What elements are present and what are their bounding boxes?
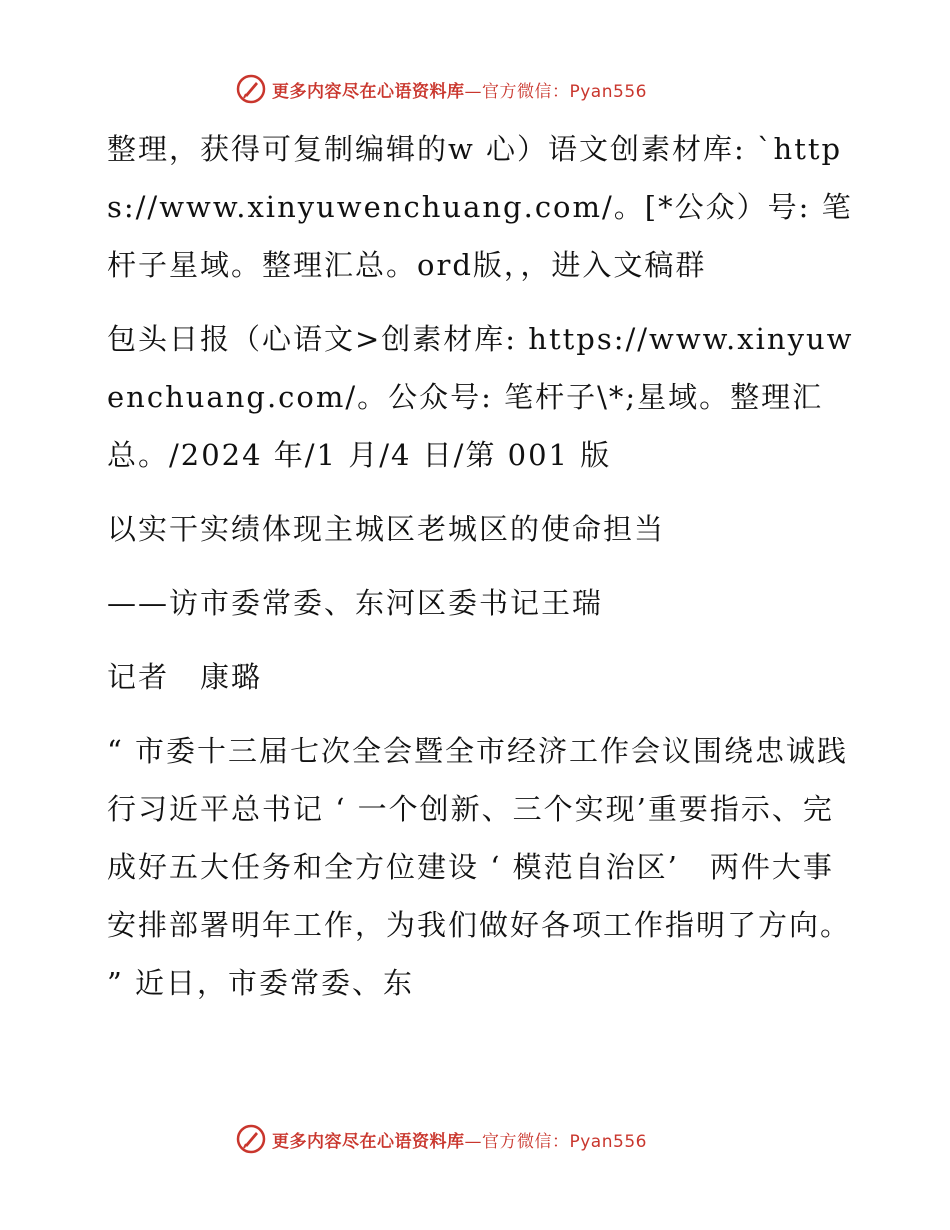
banner-title: 更多内容尽在心语资料库	[272, 81, 465, 102]
banner-separator: —	[464, 1131, 482, 1152]
header-banner	[236, 72, 647, 106]
banner-wechat-id: Pyan556	[569, 81, 647, 102]
banner-text	[272, 77, 647, 102]
intro-paragraph: 整理，获得可复制编辑的w 心）语文创素材库: `https://www.xinyuwenchuang.com/。[*公众）号: 笔杆子星域。整理汇总。ord版，，进入文稿群	[107, 132, 853, 282]
banner-wechat-id: Pyan556	[569, 1131, 647, 1152]
banner-separator: —	[464, 81, 482, 102]
banner-text	[272, 1127, 647, 1152]
footer-banner	[236, 1122, 647, 1156]
article-body-paragraph: “ 市委十三届七次全会暨全市经济工作会议围绕忠诚践行习近平总书记 ‘ 一个创新、三个实现’重要指示、完成好五大任务和全方位建设 ‘ 模范自治区’ 两件大事安排部署明年工作，为我们做好各项工作指明了方向。 ” 近日，市委常委、东	[107, 734, 852, 1000]
quill-logo-icon	[236, 1124, 266, 1154]
banner-title: 更多内容尽在心语资料库	[272, 1131, 465, 1152]
banner-wechat-label: 官方微信：	[482, 81, 570, 102]
banner-wechat-label: 官方微信：	[482, 1131, 570, 1152]
article-byline: 记者 康璐	[107, 660, 263, 694]
article-subheadline: ——访市委常委、东河区委书记王瑞	[107, 586, 604, 620]
source-paragraph: 包头日报（心语文>创素材库: https://www.xinyuwenchuang.com/。公众号: 笔杆子\*;星域。整理汇总。/2024 年/1 月/4 日/第 001 版	[107, 322, 854, 472]
quill-logo-icon	[236, 74, 266, 104]
document-body	[97, 120, 857, 1012]
article-headline: 以实干实绩体现主城区老城区的使命担当	[107, 512, 666, 546]
